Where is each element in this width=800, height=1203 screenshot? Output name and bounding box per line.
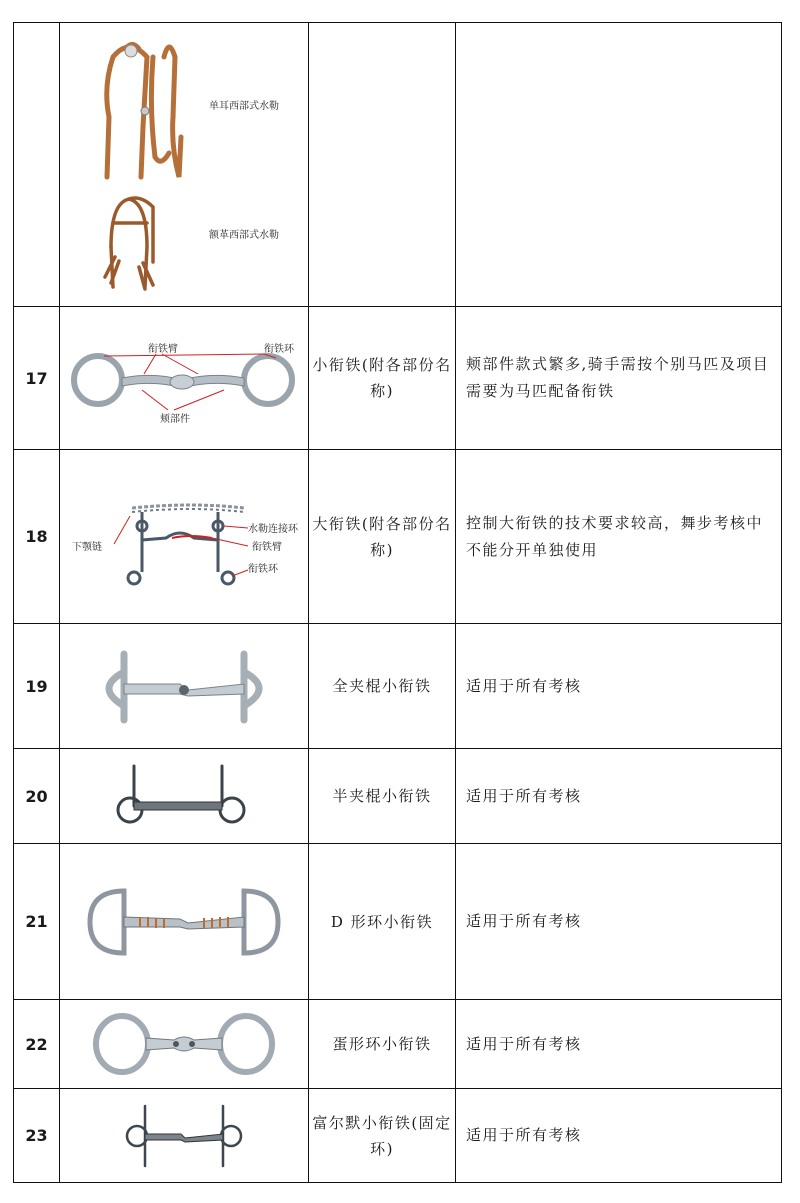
row-number: 22 <box>14 1000 60 1089</box>
full-cheek-snaffle-image <box>84 636 284 736</box>
curb-ring-label: 衔铁环 <box>248 563 278 575</box>
row-number: 23 <box>14 1089 60 1183</box>
row-description: 适用于所有考核 <box>456 749 782 844</box>
browband-bridle-label: 额革西部式水勒 <box>209 230 279 241</box>
row-number: 20 <box>14 749 60 844</box>
mouthpiece-label: 衔铁臂 <box>148 344 178 355</box>
row-description: 控制大衔铁的技术要求较高，舞步考核中不能分开单独使用 <box>456 450 782 624</box>
row-image <box>60 844 309 1000</box>
row-name: 半夹棍小衔铁 <box>309 749 456 844</box>
row-image <box>60 307 309 450</box>
row-description: 颊部件款式繁多,骑手需按个别马匹及项目需要为马匹配备衔铁 <box>456 307 782 450</box>
row-name: 蛋形环小衔铁 <box>309 1000 456 1089</box>
snaffle-diagram <box>64 318 304 438</box>
table-row <box>14 749 782 844</box>
curb-bit-diagram <box>62 472 306 602</box>
bridle-ring-label: 水勒连接环 <box>248 523 298 535</box>
row-name: 大衔铁(附各部份名称) <box>309 450 456 624</box>
fulmer-snaffle-image <box>119 1096 249 1176</box>
row-name: 小衔铁(附各部份名称) <box>309 307 456 450</box>
western-bridle-image <box>69 27 299 302</box>
table-row <box>14 1089 782 1183</box>
table-row <box>14 450 782 624</box>
row-number: 21 <box>14 844 60 1000</box>
d-ring-snaffle-image <box>84 877 284 967</box>
row-image <box>60 23 309 307</box>
row-description: 适用于所有考核 <box>456 1089 782 1183</box>
row-name: 富尔默小衔铁(固定环) <box>309 1089 456 1183</box>
row-description: 适用于所有考核 <box>456 844 782 1000</box>
browband-bridle-illustration <box>105 198 153 289</box>
row-number: 17 <box>14 307 60 450</box>
table-row <box>14 1000 782 1089</box>
row-number: 19 <box>14 624 60 749</box>
table-row <box>14 307 782 450</box>
row-number <box>14 23 60 307</box>
row-name: 全夹棍小衔铁 <box>309 624 456 749</box>
row-name <box>309 23 456 307</box>
row-image <box>60 624 309 749</box>
curb-chain-label: 下颚链 <box>72 541 102 553</box>
row-image <box>60 450 309 624</box>
row-image <box>60 1089 309 1183</box>
row-description: 适用于所有考核 <box>456 624 782 749</box>
table-row <box>14 23 782 307</box>
table-row <box>14 844 782 1000</box>
eggbutt-snaffle-image <box>84 1004 284 1084</box>
row-name: D 形环小衔铁 <box>309 844 456 1000</box>
tack-table <box>13 22 782 1183</box>
row-image <box>60 1000 309 1089</box>
half-cheek-snaffle-image <box>104 756 264 836</box>
row-description: 适用于所有考核 <box>456 1000 782 1089</box>
row-description <box>456 23 782 307</box>
row-image <box>60 749 309 844</box>
bit-ring-label: 衔铁环 <box>264 344 294 355</box>
cheekpiece-label: 颊部件 <box>160 414 190 425</box>
table-row <box>14 624 782 749</box>
one-ear-bridle-label: 单耳西部式水勒 <box>209 101 279 112</box>
curb-mouthpiece-label: 衔铁臂 <box>252 541 282 553</box>
row-number: 18 <box>14 450 60 624</box>
